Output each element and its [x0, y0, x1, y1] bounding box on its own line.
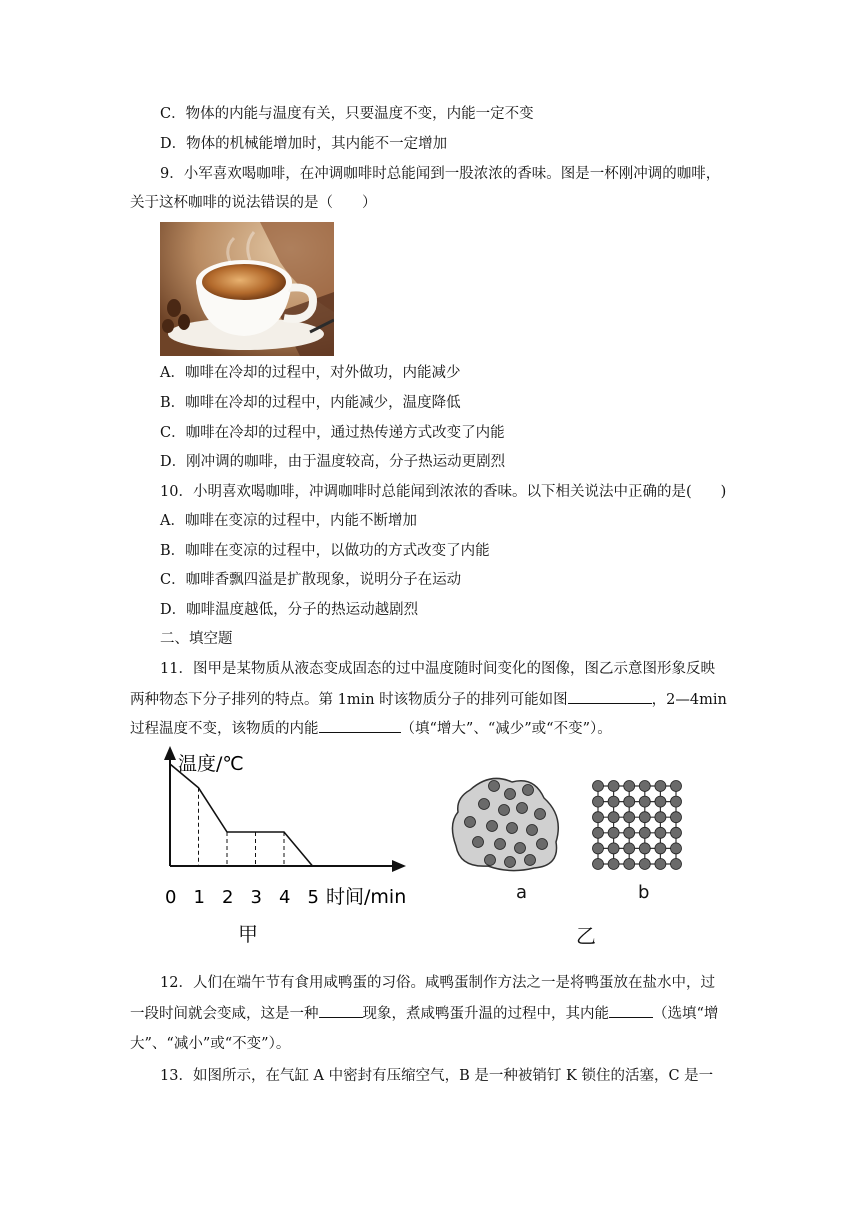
q10-option-b: B．咖啡在变凉的过程中，以做功的方式改变了内能	[160, 543, 490, 559]
molecule-ball	[608, 812, 619, 823]
molecule-ball	[639, 796, 650, 807]
q10-option-a: A．咖啡在变凉的过程中，内能不断增加	[160, 513, 417, 529]
molecule-ball	[639, 843, 650, 854]
q11-line3-text-b: （填“增大”、“减少”或“不变”）。	[400, 721, 612, 737]
q9-stem-line2: 关于这杯咖啡的说法错误的是（ ）	[130, 195, 377, 211]
molecule-ball	[671, 796, 682, 807]
molecule-ball	[535, 809, 546, 820]
molecule-ball	[537, 839, 548, 850]
q11-blank-2[interactable]	[319, 718, 401, 733]
q12-line2	[130, 1003, 718, 1024]
molecule-ball	[487, 821, 498, 832]
molecule-ball	[671, 827, 682, 838]
molecule-ball	[624, 781, 635, 792]
molecule-ball	[639, 827, 650, 838]
molecule-ball	[655, 859, 666, 870]
molecule-ball	[593, 781, 604, 792]
molecule-ball	[624, 796, 635, 807]
q9-option-a: A．咖啡在冷却的过程中，对外做功，内能减少	[160, 365, 461, 381]
x-axis-label: 时间/min	[326, 886, 407, 908]
x-tick-label: 2	[222, 887, 234, 908]
molecule-ball	[655, 843, 666, 854]
molecule-ball	[495, 839, 506, 850]
molecule-ball	[608, 859, 619, 870]
q10-option-d: D．咖啡温度越低，分子的热运动越剧烈	[160, 602, 419, 618]
molecule-ball	[608, 781, 619, 792]
q12-line2-text-a: 一段时间就会变咸，这是一种	[130, 1006, 319, 1022]
q12-line1: 12．人们在端午节有食用咸鸭蛋的习俗。咸鸭蛋制作方法之一是将鸭蛋放在盐水中，过	[160, 975, 715, 991]
molecule-ball	[671, 812, 682, 823]
x-tick-label: 0	[165, 887, 177, 908]
figure-caption-yi: 乙	[576, 924, 596, 948]
molecule-ball	[527, 825, 538, 836]
molecule-ball	[655, 812, 666, 823]
q9-option-b: B．咖啡在冷却的过程中，内能减少，温度降低	[160, 395, 461, 411]
molecule-ball	[608, 796, 619, 807]
molecule-ball	[671, 781, 682, 792]
molecule-ball	[608, 843, 619, 854]
molecule-ball	[639, 812, 650, 823]
molecule-ball	[593, 796, 604, 807]
q11-line2-text-a: 两种物态下分子排列的特点。第 1min 时该物质分子的排列可能如图	[130, 692, 568, 708]
molecule-ball	[593, 859, 604, 870]
molecule-ball	[624, 827, 635, 838]
q11-line3	[130, 718, 612, 739]
molecule-ball	[507, 823, 518, 834]
solid-lattice-figure	[590, 778, 690, 874]
molecule-ball	[655, 781, 666, 792]
q11-line1: 11．图甲是某物质从液态变成固态的过中温度随时间变化的图像，图乙示意图形象反映	[160, 661, 715, 677]
molecule-ball	[465, 817, 476, 828]
q12-line3: 大”、“减小”或“不变”）。	[130, 1036, 291, 1052]
molecule-ball	[624, 843, 635, 854]
temperature-time-graph	[150, 742, 430, 912]
q9-option-d: D．刚冲调的咖啡，由于温度较高，分子热运动更剧烈	[160, 454, 506, 470]
molecule-ball	[671, 859, 682, 870]
molecule-ball	[639, 781, 650, 792]
figure-caption-jia: 甲	[238, 922, 258, 946]
x-tick-label: 5	[307, 887, 319, 908]
molecule-ball	[655, 827, 666, 838]
y-axis-arrow-icon	[164, 746, 176, 760]
x-axis-arrow-icon	[392, 860, 406, 872]
x-tick-label: 4	[279, 887, 291, 908]
molecule-ball	[624, 859, 635, 870]
q11-blank-1[interactable]	[568, 689, 652, 704]
molecule-ball	[473, 837, 484, 848]
molecule-ball	[624, 812, 635, 823]
q11-line2	[130, 689, 727, 710]
coffee-cup-photo	[160, 222, 334, 356]
q12-blank-1[interactable]	[319, 1003, 363, 1018]
molecule-ball	[523, 785, 534, 796]
molecule-ball	[499, 805, 510, 816]
q10-stem: 10．小明喜欢喝咖啡，冲调咖啡时总能闻到浓浓的香味。以下相关说法中正确的是( )	[160, 484, 727, 500]
molecule-ball	[479, 799, 490, 810]
molecule-ball	[639, 859, 650, 870]
x-tick-label: 1	[193, 887, 205, 908]
molecule-ball	[505, 789, 516, 800]
figure-label-a: a	[516, 882, 528, 903]
q9-stem-line1: 9．小军喜欢喝咖啡，在冲调咖啡时总能闻到一股浓浓的香味。图是一杯刚冲调的咖啡，	[160, 166, 721, 182]
molecule-ball	[593, 827, 604, 838]
molecule-ball	[485, 855, 496, 866]
q11-line3-text-a: 过程温度不变，该物质的内能	[130, 721, 319, 737]
molecule-ball	[608, 827, 619, 838]
section-heading-fill-in: 二、填空题	[160, 631, 233, 647]
molecule-ball	[515, 843, 526, 854]
q12-line2-text-b: 现象，煮咸鸭蛋升温的过程中，其内能	[362, 1006, 609, 1022]
q9-option-c: C．咖啡在冷却的过程中，通过热传递方式改变了内能	[160, 425, 505, 441]
q12-line2-text-c: （选填“增	[653, 1006, 719, 1022]
q8-option-d: D．物体的机械能增加时，其内能不一定增加	[160, 136, 448, 152]
molecule-ball	[517, 803, 528, 814]
molecule-ball	[593, 812, 604, 823]
molecule-ball	[505, 857, 516, 868]
molecule-ball	[525, 855, 536, 866]
molecule-ball	[489, 781, 500, 792]
q10-option-c: C．咖啡香飘四溢是扩散现象，说明分子在运动	[160, 572, 462, 588]
liquid-molecules-figure	[448, 772, 564, 874]
q11-line2-text-b: ，2—4min	[651, 692, 727, 708]
molecule-ball	[655, 796, 666, 807]
molecule-ball	[671, 843, 682, 854]
q12-blank-2[interactable]	[609, 1003, 653, 1018]
x-tick-label: 3	[250, 887, 262, 908]
y-axis-label: 温度/℃	[178, 753, 244, 775]
figure-label-b: b	[638, 882, 650, 903]
q8-option-c: C．物体的内能与温度有关，只要温度不变，内能一定不变	[160, 106, 534, 122]
molecule-ball	[593, 843, 604, 854]
cooling-curve	[170, 764, 313, 866]
q13-line1: 13．如图所示，在气缸 A 中密封有压缩空气，B 是一种被销钉 K 锁住的活塞，C 是一	[160, 1068, 714, 1084]
